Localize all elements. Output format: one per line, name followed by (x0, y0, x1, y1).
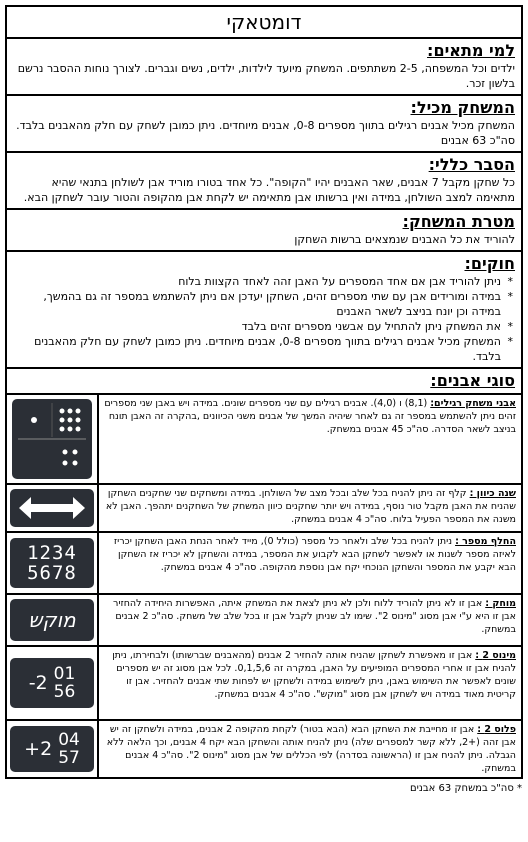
regular-text: (8,1) ו (4,0). אבנים רגילים עם שני מספרים שונים. במידה ויש באבן שני מספרים זהים ניתן להשתמש במספר זה גם לאחר שיהיה המשך של אבנים משני הכיוונים ,בהקרה זה האבן תונח בניצב לשאר הסדרה. סה"כ 45 אבנים במשחק. (104, 398, 516, 435)
dice-dots-icon (12, 399, 92, 479)
change-number-text: ניתן להניח בכל שלב ולאחר כל מספר (כולל 0), מייד לאחר הנחת האבן השחקן יכריז לאיזה מספר לשנות או לאפשר לשחקן הבא לקבוע את המספר, במידה והשחקן לא יכריז אז השחקן הבא יקבע את המספר והשחקן הנוכחי יקח אבן נוספת מהקופה. סה"כ 4 אבנים במשחק. (113, 536, 516, 573)
types-heading: סוגי אבנים: (430, 371, 515, 390)
section-for-whom (7, 39, 521, 96)
double-arrow-icon (17, 495, 87, 521)
plus2-top: 04 (58, 730, 80, 750)
reverse-text: קלף זה ניתן להניח בכל שלב ובכל מצב של השולחן. במידה ומשחקים שני שחקנים השחקן שהניח את האבן מקבל טור נוסף, במידה ויש יותר שחקנים כיוון המשחק של השחקנים יתהפך. האבן לא משנה את המספר הפעיל בלוח. סה"כ 4 אבנים במשחק. (105, 488, 516, 525)
rule-item: * ניתן להוריד אבן אם אחד המספרים על האבן זהה לאחד הקצוות בלוח (13, 274, 501, 289)
stone-type-regular (7, 395, 521, 485)
change-number-top: 1234 (27, 542, 77, 564)
for-whom-heading: למי מתאים: (427, 41, 515, 60)
section-contents (7, 96, 521, 153)
section-types (7, 369, 521, 395)
rules-list (13, 274, 515, 364)
stone-type-reverse (7, 485, 521, 533)
stone-type-change-number (7, 533, 521, 595)
regular-domino-tile (12, 399, 92, 479)
rule-item: * במידה ומורידים אבן עם שתי מספרים זהים, השחקן יעדכן אם ניתן להשתמש במספר זה גם בהמשך, במידה וכן יונח בניצב לשאר האבנים (13, 289, 501, 319)
minus2-sign: -2 (28, 672, 48, 694)
erase-label: מוחק : (485, 598, 516, 609)
general-heading: הסבר כללי: (428, 155, 515, 174)
plus2-tile (10, 726, 94, 772)
change-number-bottom: 5678 (27, 562, 77, 584)
stone-type-erase (7, 595, 521, 647)
contents-text: המשחק מכיל אבנים רגילים בתווך מספרים 0-8, אבנים מיוחדים. ניתן כמובן לשחק עם חלק מהאבנים בלבד. סה"כ 63 אבנים (16, 119, 515, 147)
section-goal (7, 210, 521, 252)
section-general (7, 153, 521, 210)
page-title: דומטאקי (7, 7, 521, 39)
regular-label: אבני משחק רגילים: (430, 398, 516, 409)
change-number-tile (10, 538, 94, 588)
stone-type-minus2 (7, 647, 521, 721)
for-whom-text: ילדים וכל המשפחה, 2-5 משתתפים. המשחק מיועד לילדות, ילדים, נשים וגברים. לצורך נוחות ההסבר נרשם בלשון זכר. (17, 62, 515, 90)
goal-heading: מטרת המשחק: (402, 212, 515, 231)
minus2-top: 01 (53, 664, 76, 684)
section-rules (7, 252, 521, 369)
minus2-bottom: 56 (53, 682, 76, 702)
erase-text: אבן זו לא ניתן להוריד ללוח ולכן לא ניתן לצאת את המשחק איתה, האפשרות היחידה להחזיר אבן זו היא ע"י אבן מסוג "מינוס 2". שימו לב שניתן לקבל אבן זו בכל שלב של משחק. סה"כ 2 אבנים במשחק. (112, 598, 516, 635)
minus2-text: אבן זו מאפשרת לשחקן שהניח אותה להחזיר 2 אבנים (מהאבנים שברשותו) ולבחירתו, ניתן להניח אבן זו אחרי המספרים המופיעים על האבן, במקרה זה 0,1,5,6. לכל אבן מסוג זה יש מספרים שונים לאפשר את השימוש באבן, ניתן לשימוש במידה ולשחקן יש לפחות שתי אבנים להחזיר. אבן זו קריטית מאוד במידה ויש לשחקן אבן מסוג "מוקש". סה"כ 4 אבנים במשחק. (112, 650, 516, 700)
change-number-label: החלף מספר : (455, 536, 516, 547)
stone-type-plus2 (7, 721, 521, 777)
rule-item: * את המשחק ניתן להתחיל עם אבשני מספרים זהים בלבד (13, 319, 501, 334)
reverse-label: שנה כיוון : (469, 488, 516, 499)
rule-item: * המשחק מכיל אבנים רגילים בתווך מספרים 0-8, אבנים מיוחדים. ניתן כמובן לשחק עם חלק מהאבנים בלבד. (13, 334, 501, 364)
reverse-tile (10, 489, 94, 527)
erase-tile-text: מוקש (28, 608, 76, 632)
plus2-sign: +2 (24, 738, 53, 760)
general-text: כל שחקן מקבל 7 אבנים, שאר האבנים יהיו "הקופה". כל אחד בטורו מוריד אבן לשולחן בתנאי שהיא מתאימה למצב השולחן, במידה ואין ברשותו אבן מתאימה יש לקחת אבן מהקופה והטור עובר לשחקן הבא. (23, 176, 515, 204)
minus2-tile (10, 658, 94, 708)
footer-note: * סה"כ במשחק 63 אבנים (410, 784, 522, 794)
plus2-label: פלוס 2 : (477, 724, 516, 735)
contents-heading: המשחק מכיל: (410, 98, 515, 117)
plus2-bottom: 57 (58, 748, 80, 768)
rules-heading: חוקים: (464, 254, 515, 273)
plus2-text: אבן זו מחייבת את השחקן הבא (הבא בטור) לקחת מהקופה 2 אבנים, במידה ולשחקן זה יש אבן זהה (+2, ללא קשר למספרים שלה) ניתן להניח אותה והשחקן הבא יקח 4 אבנים, וכך הלאה ללא הגבלה. ניתן להניח אבן זו (הראשונה בסדרה) לפי הכללים של אבן מסוג "מינוס 2". סה"כ 4 אבנים במשחק. (106, 724, 516, 774)
erase-tile (10, 599, 94, 641)
rules-sheet (5, 5, 523, 779)
minus2-label: מינוס 2 : (475, 650, 516, 661)
goal-text: להוריד את כל האבנים שנמצאים ברשות השחקן (294, 233, 515, 246)
